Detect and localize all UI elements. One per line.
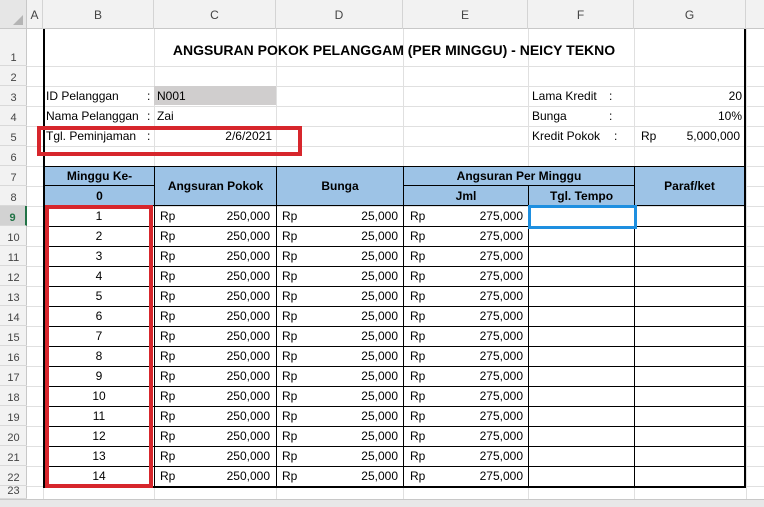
total-amount[interactable]: 275,000 [479, 309, 523, 323]
header-week[interactable]: Minggu Ke- [44, 166, 155, 186]
report-title: ANGSURAN POKOK PELANGGAM (PER MINGGU) - NEICY TEKNO [172, 42, 616, 58]
currency-label[interactable]: Rp [282, 429, 298, 443]
currency-label[interactable]: Rp [410, 469, 426, 483]
week-number[interactable]: 12 [92, 429, 106, 443]
loan-date-label: Tgl. Peminjaman [46, 129, 137, 143]
total-amount[interactable]: 275,000 [479, 349, 523, 363]
select-all-corner[interactable] [0, 0, 27, 29]
header-interest[interactable]: Bunga [276, 166, 404, 206]
signature-cell[interactable] [635, 206, 745, 226]
horizontal-scrollbar[interactable] [0, 499, 764, 507]
total-amount[interactable]: 275,000 [479, 329, 523, 343]
principal-amount[interactable]: 250,000 [226, 349, 270, 363]
principal-amount[interactable]: 250,000 [226, 229, 270, 243]
signature-cell[interactable] [635, 426, 745, 446]
column-header-b[interactable]: B [43, 0, 154, 29]
interest-amount[interactable]: 25,000 [361, 269, 398, 283]
total-amount[interactable]: 275,000 [479, 469, 523, 483]
week-number[interactable]: 7 [95, 329, 103, 343]
due-date-cell[interactable] [529, 286, 634, 306]
colon: : [609, 89, 613, 103]
principal-currency: Rp [641, 129, 657, 143]
row-header-5[interactable]: 5 [0, 126, 27, 146]
week-number[interactable]: 10 [92, 389, 106, 403]
header-weekly-installment[interactable]: Angsuran Per Minggu [403, 166, 635, 186]
currency-label[interactable]: Rp [160, 449, 176, 463]
interest-label: Bunga [532, 109, 567, 123]
column-header-d[interactable]: D [276, 0, 403, 29]
currency-label[interactable]: Rp [410, 389, 426, 403]
due-date-cell[interactable] [529, 466, 634, 486]
principal-amount[interactable]: 250,000 [226, 409, 270, 423]
currency-label[interactable]: Rp [282, 329, 298, 343]
row-header-20[interactable]: 20 [0, 426, 27, 446]
row-header-19[interactable]: 19 [0, 406, 27, 426]
currency-label[interactable]: Rp [160, 409, 176, 423]
currency-label[interactable]: Rp [410, 289, 426, 303]
due-date-cell[interactable] [529, 366, 634, 386]
currency-label[interactable]: Rp [282, 469, 298, 483]
week-number[interactable]: 5 [95, 289, 103, 303]
currency-label[interactable]: Rp [410, 329, 426, 343]
currency-label[interactable]: Rp [282, 289, 298, 303]
signature-cell[interactable] [635, 226, 745, 246]
due-date-cell[interactable] [529, 326, 634, 346]
active-cell-selection[interactable] [528, 205, 637, 229]
header-total[interactable]: Jml [403, 185, 529, 206]
due-date-cell[interactable] [529, 426, 634, 446]
week-column-highlight [45, 205, 153, 488]
currency-label[interactable]: Rp [160, 249, 176, 263]
interest-amount[interactable]: 25,000 [361, 309, 398, 323]
currency-label[interactable]: Rp [160, 229, 176, 243]
interest-amount[interactable]: 25,000 [361, 349, 398, 363]
row-header-7[interactable]: 7 [0, 166, 27, 186]
row-header-15[interactable]: 15 [0, 326, 27, 346]
principal-amount[interactable]: 250,000 [226, 469, 270, 483]
interest-amount[interactable]: 25,000 [361, 369, 398, 383]
signature-cell[interactable] [635, 306, 745, 326]
due-date-cell[interactable] [529, 246, 634, 266]
currency-label[interactable]: Rp [160, 429, 176, 443]
total-amount[interactable]: 275,000 [479, 409, 523, 423]
interest-amount[interactable]: 25,000 [361, 329, 398, 343]
principal-amount[interactable]: 250,000 [226, 429, 270, 443]
row-header-3[interactable]: 3 [0, 86, 27, 106]
interest-amount[interactable]: 25,000 [361, 229, 398, 243]
loan-date-value[interactable]: 2/6/2021 [225, 129, 272, 143]
total-amount[interactable]: 275,000 [479, 269, 523, 283]
interest-amount[interactable]: 25,000 [361, 209, 398, 223]
principal-amount[interactable]: 250,000 [226, 269, 270, 283]
row-header-23[interactable]: 23 [0, 486, 27, 499]
interest-amount[interactable]: 25,000 [361, 409, 398, 423]
credit-term-label: Lama Kredit [532, 89, 597, 103]
signature-cell[interactable] [635, 446, 745, 466]
currency-label[interactable]: Rp [160, 209, 176, 223]
week-number[interactable]: 6 [95, 309, 103, 323]
header-signature[interactable]: Paraf/ket [634, 166, 745, 206]
principal-value[interactable]: 5,000,000 [686, 129, 740, 143]
credit-term-value[interactable]: 20 [728, 89, 742, 103]
select-all-icon [13, 15, 23, 25]
total-amount[interactable]: 275,000 [479, 289, 523, 303]
row-header-9[interactable]: 9 [0, 206, 27, 226]
signature-cell[interactable] [635, 266, 745, 286]
signature-cell[interactable] [635, 406, 745, 426]
week-number[interactable]: 14 [92, 469, 106, 483]
customer-name-value[interactable]: Zai [157, 109, 174, 123]
due-date-cell[interactable] [529, 306, 634, 326]
header-due-date[interactable]: Tgl. Tempo [528, 185, 635, 206]
currency-label[interactable]: Rp [282, 309, 298, 323]
signature-cell[interactable] [635, 366, 745, 386]
total-amount[interactable]: 275,000 [479, 249, 523, 263]
signature-cell[interactable] [635, 326, 745, 346]
colon: : [614, 129, 618, 143]
interest-value[interactable]: 10% [717, 109, 742, 123]
row-header-2[interactable]: 2 [0, 66, 27, 86]
principal-amount[interactable]: 250,000 [226, 329, 270, 343]
currency-label[interactable]: Rp [160, 269, 176, 283]
row-header-4[interactable]: 4 [0, 106, 27, 126]
week-number[interactable]: 8 [95, 349, 103, 363]
interest-amount[interactable]: 25,000 [361, 249, 398, 263]
principal-label: Kredit Pokok [532, 129, 601, 143]
signature-cell[interactable] [635, 466, 745, 486]
week-number[interactable]: 1 [95, 209, 103, 223]
customer-id-label: ID Pelanggan [46, 89, 119, 103]
currency-label[interactable]: Rp [410, 369, 426, 383]
due-date-cell[interactable] [529, 266, 634, 286]
header-principal[interactable]: Angsuran Pokok [154, 166, 277, 206]
colon: : [147, 89, 151, 103]
row-header-1[interactable]: 1 [0, 29, 27, 66]
principal-amount[interactable]: 250,000 [226, 209, 270, 223]
currency-label[interactable]: Rp [282, 389, 298, 403]
row-header-17[interactable]: 17 [0, 366, 27, 386]
row-header-11[interactable]: 11 [0, 246, 27, 266]
row-header-18[interactable]: 18 [0, 386, 27, 406]
row-header-21[interactable]: 21 [0, 446, 27, 466]
week-number[interactable]: 11 [92, 409, 106, 423]
row-header-12[interactable]: 12 [0, 266, 27, 286]
currency-label[interactable]: Rp [410, 409, 426, 423]
colon: : [147, 129, 151, 143]
column-header-a[interactable]: A [27, 0, 43, 29]
row-header-16[interactable]: 16 [0, 346, 27, 366]
currency-label[interactable]: Rp [410, 309, 426, 323]
customer-id-value[interactable]: N001 [157, 89, 186, 103]
currency-label[interactable]: Rp [282, 449, 298, 463]
currency-label[interactable]: Rp [160, 369, 176, 383]
week-number[interactable]: 4 [95, 269, 103, 283]
currency-label[interactable]: Rp [410, 209, 426, 223]
total-amount[interactable]: 275,000 [479, 229, 523, 243]
signature-cell[interactable] [635, 386, 745, 406]
column-header-f[interactable]: F [528, 0, 634, 29]
currency-label[interactable]: Rp [282, 409, 298, 423]
gridline [746, 29, 747, 499]
currency-label[interactable]: Rp [410, 349, 426, 363]
interest-amount[interactable]: 25,000 [361, 289, 398, 303]
currency-label[interactable]: Rp [410, 429, 426, 443]
row-header-14[interactable]: 14 [0, 306, 27, 326]
week-number[interactable]: 13 [92, 449, 106, 463]
currency-label[interactable]: Rp [282, 369, 298, 383]
signature-cell[interactable] [635, 246, 745, 266]
customer-name-label: Nama Pelanggan [46, 109, 139, 123]
currency-label[interactable]: Rp [160, 289, 176, 303]
column-header-e[interactable]: E [403, 0, 528, 29]
header-week-sub[interactable]: 0 [44, 185, 155, 206]
principal-amount[interactable]: 250,000 [226, 289, 270, 303]
currency-label[interactable]: Rp [160, 309, 176, 323]
principal-amount[interactable]: 250,000 [226, 369, 270, 383]
total-amount[interactable]: 275,000 [479, 429, 523, 443]
principal-amount[interactable]: 250,000 [226, 249, 270, 263]
signature-cell[interactable] [635, 286, 745, 306]
interest-amount[interactable]: 25,000 [361, 449, 398, 463]
currency-label[interactable]: Rp [160, 329, 176, 343]
colon: : [147, 109, 151, 123]
total-amount[interactable]: 275,000 [479, 369, 523, 383]
currency-label[interactable]: Rp [282, 249, 298, 263]
signature-cell[interactable] [635, 346, 745, 366]
currency-label[interactable]: Rp [282, 269, 298, 283]
total-amount[interactable]: 275,000 [479, 389, 523, 403]
total-amount[interactable]: 275,000 [479, 209, 523, 223]
total-amount[interactable]: 275,000 [479, 449, 523, 463]
column-header-c[interactable]: C [154, 0, 276, 29]
interest-amount[interactable]: 25,000 [361, 389, 398, 403]
column-header-g[interactable]: G [634, 0, 746, 29]
principal-amount[interactable]: 250,000 [226, 309, 270, 323]
week-number[interactable]: 2 [95, 229, 103, 243]
currency-label[interactable]: Rp [160, 469, 176, 483]
week-number[interactable]: 9 [95, 369, 103, 383]
row-header-22[interactable]: 22 [0, 466, 27, 486]
currency-label[interactable]: Rp [410, 249, 426, 263]
currency-label[interactable]: Rp [160, 349, 176, 363]
currency-label[interactable]: Rp [410, 229, 426, 243]
interest-amount[interactable]: 25,000 [361, 469, 398, 483]
loan-date-highlight [37, 126, 302, 156]
due-date-cell[interactable] [529, 346, 634, 366]
row-header-10[interactable]: 10 [0, 226, 27, 246]
due-date-cell[interactable] [529, 446, 634, 466]
row-header-6[interactable]: 6 [0, 146, 27, 166]
currency-label[interactable]: Rp [160, 389, 176, 403]
colon: : [609, 109, 613, 123]
row-header-13[interactable]: 13 [0, 286, 27, 306]
currency-label[interactable]: Rp [282, 229, 298, 243]
row-header-8[interactable]: 8 [0, 186, 27, 206]
interest-amount[interactable]: 25,000 [361, 429, 398, 443]
due-date-cell[interactable] [529, 406, 634, 426]
currency-label[interactable]: Rp [282, 209, 298, 223]
currency-label[interactable]: Rp [410, 269, 426, 283]
due-date-cell[interactable] [529, 386, 634, 406]
principal-amount[interactable]: 250,000 [226, 389, 270, 403]
due-date-cell[interactable] [529, 226, 634, 246]
principal-amount[interactable]: 250,000 [226, 449, 270, 463]
week-number[interactable]: 3 [95, 249, 103, 263]
currency-label[interactable]: Rp [410, 449, 426, 463]
currency-label[interactable]: Rp [282, 349, 298, 363]
